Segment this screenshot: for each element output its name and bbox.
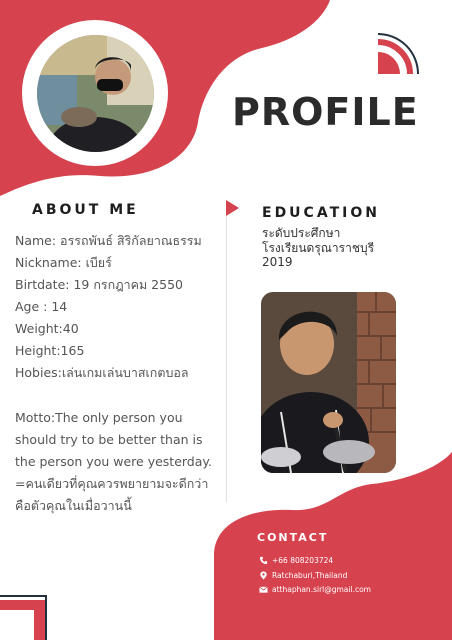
corner-arc-icon	[374, 28, 424, 76]
motto-line: Motto:The only person you	[15, 410, 183, 425]
about-heading: ABOUT ME	[32, 202, 139, 218]
contact-email[interactable]	[259, 585, 371, 594]
page-title: PROFILE	[232, 90, 419, 134]
contact-location	[259, 571, 347, 580]
contact-location-text: Ratchaburi,Thailand	[272, 571, 348, 580]
about-hobbies: Hobies:เล่นเกมเล่นบาสเกตบอล	[15, 365, 189, 380]
about-weight: Weight:40	[15, 321, 79, 336]
avatar-photo	[37, 35, 154, 152]
education-details	[262, 226, 374, 270]
phone-icon	[259, 556, 268, 565]
section-divider	[226, 202, 227, 502]
location-pin-icon	[259, 571, 268, 580]
motto-line: คือตัวคุณในเมื่อวานนี้	[15, 498, 132, 513]
contact-email-text: atthaphan.sirl@gmail.com	[272, 585, 371, 594]
student-photo	[261, 292, 396, 473]
about-nickname: Nickname: เบียร์	[15, 255, 112, 270]
student-photo-image	[261, 292, 396, 473]
about-details	[15, 230, 225, 384]
motto	[15, 407, 225, 517]
about-age: Age : 14	[15, 299, 68, 314]
education-level: ระดับประศึกษา	[262, 226, 341, 240]
section-marker-icon	[226, 200, 239, 216]
about-name: Name: อรรถพันธ์ สิริกัลยาณธรรม	[15, 233, 202, 248]
education-heading: EDUCATION	[262, 205, 380, 221]
contact-phone[interactable]	[259, 556, 333, 565]
email-icon	[259, 585, 268, 594]
education-school: โรงเรียนดรุณาราชบุรี	[262, 240, 375, 255]
contact-blob	[214, 452, 452, 640]
about-height: Height:165	[15, 343, 85, 358]
avatar	[37, 35, 154, 152]
motto-line: should try to be better than is	[15, 432, 203, 447]
education-year: 2019	[262, 255, 293, 269]
motto-line: =คนเดียวที่คุณควรพยายามจะดีกว่า	[15, 476, 209, 491]
motto-line: the person you were yesterday.	[15, 454, 212, 469]
about-birthdate: Birtdate: 19 กรกฎาคม 2550	[15, 277, 183, 292]
corner-decoration-bottom-left	[0, 596, 46, 640]
contact-heading: CONTACT	[257, 531, 329, 544]
contact-phone-text: +66 808203724	[272, 556, 334, 565]
